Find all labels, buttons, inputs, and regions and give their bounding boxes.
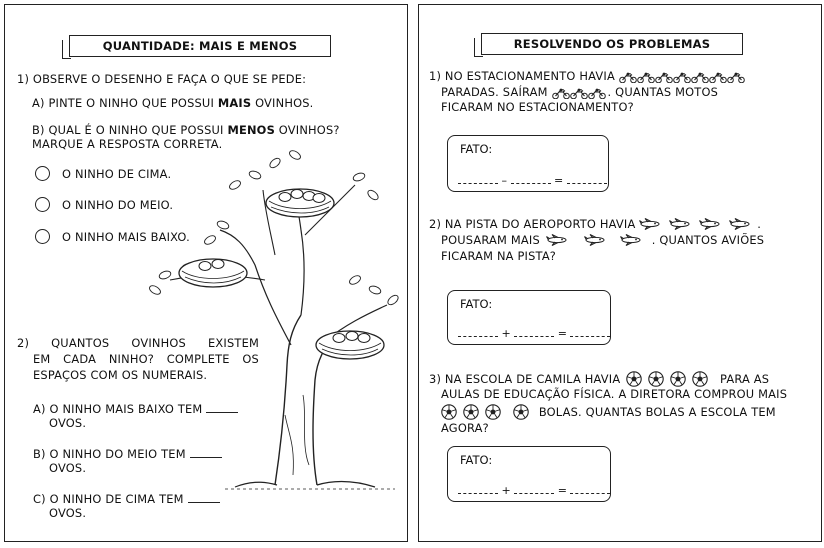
answer-blank-middle[interactable] <box>190 456 222 458</box>
answer-blank-lowest[interactable] <box>206 411 238 413</box>
question-2c-unit: OVOS. <box>49 506 87 520</box>
fato-label: FATO: <box>460 297 493 311</box>
problem-3-line-1: 3) NA ESCOLA DE CAMILA HAVIA PARA AS <box>429 372 770 386</box>
option-label-lowest-nest: O NINHO MAIS BAIXO. <box>62 230 190 244</box>
option-radio-middle-nest[interactable] <box>35 197 50 212</box>
fato-equation-3: + = <box>458 484 610 497</box>
airplane-icons-landed <box>544 234 652 247</box>
fato-equation-1: – = <box>458 174 607 187</box>
problem-1-line-1: 1) NO ESTACIONAMENTO HAVIA <box>429 69 747 83</box>
question-1b: B) QUAL É O NINHO QUE POSSUI MENOS OVINHOS? <box>32 123 340 137</box>
blank-3a[interactable] <box>458 493 498 494</box>
blank-3b[interactable] <box>514 493 554 494</box>
problem-2-line-3: FICARAM NA PISTA? <box>441 249 557 263</box>
question-2a-unit: OVOS. <box>49 416 87 430</box>
page-title: QUANTIDADE: MAIS E MENOS <box>69 35 331 57</box>
answer-blank-top[interactable] <box>188 501 220 503</box>
nest-lowest[interactable] <box>316 331 384 359</box>
motorcycle-icons-parked <box>619 71 747 83</box>
problem-1-line-3: FICARAM NO ESTACIONAMENTO? <box>441 100 634 114</box>
question-2-line-3: ESPAÇOS COM OS NUMERAIS. <box>33 368 208 382</box>
blank-3c[interactable] <box>570 493 610 494</box>
fato-label: FATO: <box>460 142 493 156</box>
fato-box-problem-1 <box>447 135 609 192</box>
fato-label: FATO: <box>460 453 493 467</box>
blank-1b[interactable] <box>511 183 551 184</box>
problem-2-line-2: POUSARAM MAIS . QUANTOS AVIÕES <box>441 233 765 247</box>
problem-1-line-2: PARADAS. SAÍRAM . QUANTAS MOTOS <box>441 85 719 99</box>
option-radio-top-nest[interactable] <box>35 166 50 181</box>
fato-box-problem-2 <box>447 290 611 345</box>
question-1a: A) PINTE O NINHO QUE POSSUI MAIS OVINHOS. <box>32 96 314 110</box>
question-2b: B) O NINHO DO MEIO TEM <box>33 447 222 461</box>
blank-1a[interactable] <box>458 183 498 184</box>
blank-1c[interactable] <box>567 183 607 184</box>
question-2-line-1: 2) QUANTOS OVINHOS EXISTEM <box>17 336 259 350</box>
fato-box-problem-3 <box>447 446 611 502</box>
question-1-heading: 1) OBSERVE O DESENHO E FAÇA O QUE SE PEDE: <box>17 72 307 86</box>
question-1b-instruction: MARQUE A RESPOSTA CORRETA. <box>32 137 223 151</box>
motorcycle-icons-left <box>552 87 608 99</box>
option-label-top-nest: O NINHO DE CIMA. <box>62 167 172 181</box>
question-2c: C) O NINHO DE CIMA TEM <box>33 492 220 506</box>
soccer-ball-icons-existing <box>624 371 716 388</box>
option-label-middle-nest: O NINHO DO MEIO. <box>62 198 174 212</box>
nest-top[interactable] <box>266 189 334 217</box>
problem-3-line-3: BOLAS. QUANTAS BOLAS A ESCOLA TEM <box>441 404 776 421</box>
blank-2a[interactable] <box>458 336 498 337</box>
worksheet-left-page <box>4 4 408 542</box>
tree-with-nests-illustration <box>125 145 405 490</box>
page-title-problems: RESOLVENDO OS PROBLEMAS <box>481 33 743 55</box>
fato-equation-2: + = <box>458 327 610 340</box>
nest-middle[interactable] <box>179 259 247 287</box>
soccer-ball-icons-bought <box>441 404 535 421</box>
question-2b-unit: OVOS. <box>49 461 87 475</box>
problem-3-line-2: AULAS DE EDUCAÇÃO FÍSICA. A DIRETORA COMPROU MAIS <box>441 387 788 401</box>
question-2a: A) O NINHO MAIS BAIXO TEM <box>33 402 238 416</box>
airplane-icons-on-runway <box>639 218 757 231</box>
option-radio-lowest-nest[interactable] <box>35 229 50 244</box>
blank-2b[interactable] <box>514 336 554 337</box>
problem-2-line-1: 2) NA PISTA DO AEROPORTO HAVIA . <box>429 217 762 231</box>
problem-3-line-4: AGORA? <box>441 421 489 435</box>
blank-2c[interactable] <box>570 336 610 337</box>
question-2-line-2: EM CADA NINHO? COMPLETE OS <box>33 352 259 366</box>
worksheet-right-page <box>418 4 822 542</box>
